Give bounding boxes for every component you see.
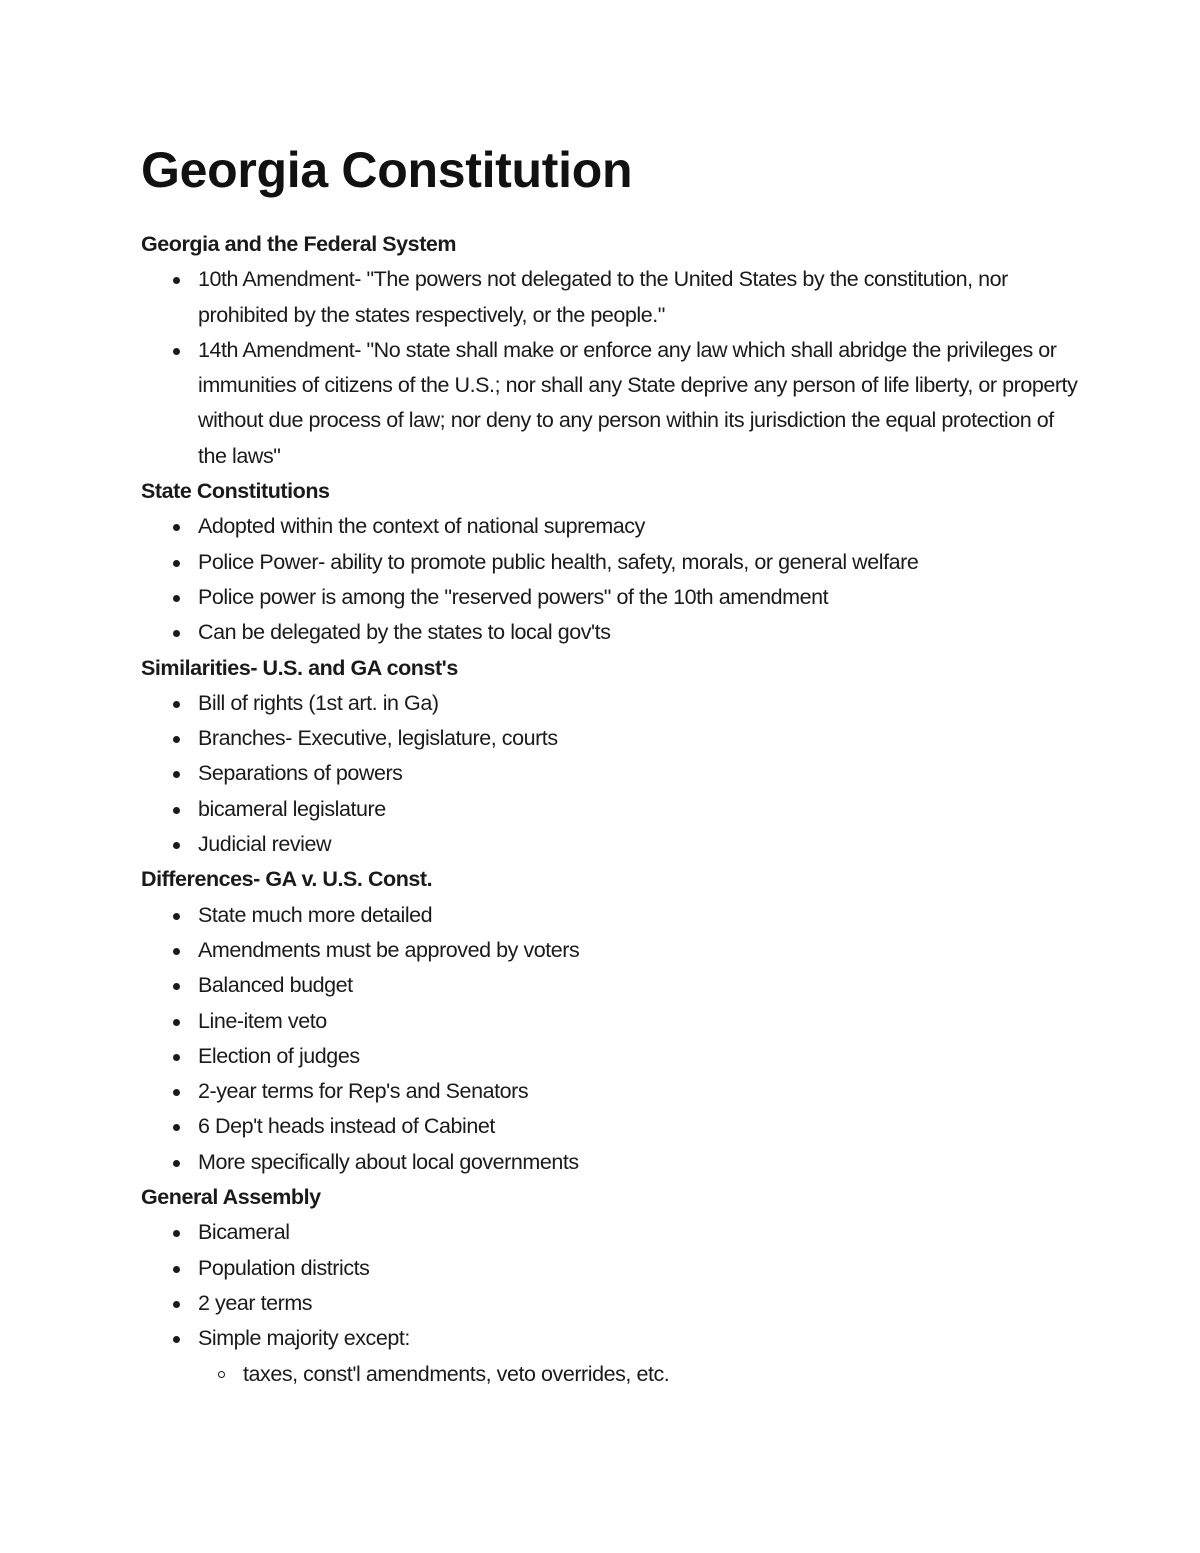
section-heading-similarities: Similarities- U.S. and GA const's bbox=[141, 655, 458, 680]
list-item: Bicameral bbox=[198, 1215, 1081, 1250]
list-item: Police Power- ability to promote public health, safety, morals, or general welfare bbox=[198, 545, 1081, 580]
section-heading-federal-system: Georgia and the Federal System bbox=[141, 232, 457, 256]
list-item-with-sublist bbox=[198, 1321, 1081, 1392]
list-item: 2 year terms bbox=[198, 1286, 1081, 1321]
section-heading-general-assembly: General Assembly bbox=[141, 1185, 321, 1210]
list-item: Adopted within the context of national supremacy bbox=[198, 509, 1081, 544]
list-item: Balanced budget bbox=[198, 968, 1081, 1003]
bullet-list-general-assembly bbox=[141, 1215, 1081, 1391]
list-item: Police power is among the "reserved powers" of the 10th amendment bbox=[198, 580, 1081, 615]
sub-list-item: taxes, const'l amendments, veto overrides, etc. bbox=[243, 1357, 1081, 1392]
list-item: More specifically about local governments bbox=[198, 1145, 1081, 1180]
list-item: Branches- Executive, legislature, courts bbox=[198, 721, 1081, 756]
section-heading-differences: Differences- GA v. U.S. Const. bbox=[141, 867, 433, 892]
section-heading-state-constitutions: State Constitutions bbox=[141, 479, 330, 504]
page-title: Georgia Constitution bbox=[141, 142, 633, 198]
list-item: Election of judges bbox=[198, 1039, 1081, 1074]
list-item: Amendments must be approved by voters bbox=[198, 933, 1081, 968]
list-item: 6 Dep't heads instead of Cabinet bbox=[198, 1109, 1081, 1144]
bullet-list-federal-system bbox=[141, 262, 1081, 474]
sub-bullet-list bbox=[198, 1357, 1081, 1392]
list-item: Separations of powers bbox=[198, 756, 1081, 791]
list-item: Bill of rights (1st art. in Ga) bbox=[198, 686, 1081, 721]
document-body bbox=[141, 227, 1081, 1392]
bullet-list-differences bbox=[141, 898, 1081, 1180]
bullet-list-similarities bbox=[141, 686, 1081, 862]
list-item: Can be delegated by the states to local gov'ts bbox=[198, 615, 1081, 650]
list-item: bicameral legislature bbox=[198, 792, 1081, 827]
list-item: 2-year terms for Rep's and Senators bbox=[198, 1074, 1081, 1109]
list-item: Line-item veto bbox=[198, 1004, 1081, 1039]
bullet-list-state-constitutions bbox=[141, 509, 1081, 650]
list-item: Judicial review bbox=[198, 827, 1081, 862]
list-item: Population districts bbox=[198, 1251, 1081, 1286]
list-item: 10th Amendment- "The powers not delegated to the United States by the constitution, nor prohibited by the states respectively, or the people." bbox=[198, 262, 1081, 333]
list-item: State much more detailed bbox=[198, 898, 1081, 933]
list-item-label: Simple majority except: bbox=[198, 1326, 410, 1351]
list-item: 14th Amendment- "No state shall make or enforce any law which shall abridge the privileges or immunities of citizens of the U.S.; nor shall any State deprive any person of life liberty, or property without due process of law; nor deny to any person within its jurisdiction the equal protection of the laws" bbox=[198, 333, 1081, 474]
